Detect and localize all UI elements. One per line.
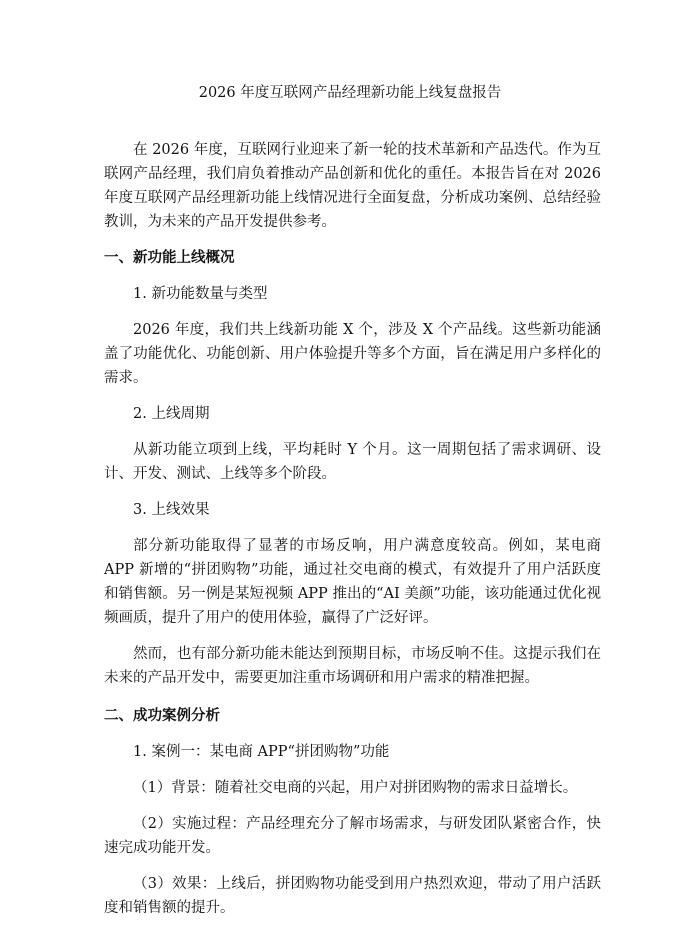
paragraph-feature-count: 2026 年度，我们共上线新功能 X 个，涉及 X 个产品线。这些新功能涵盖了功能优化、功能创新、用户体验提升等多个方面，旨在满足用户多样化的需求。: [104, 322, 601, 386]
section-heading-success-cases: 二、成功案例分析: [104, 708, 220, 724]
paragraph-case-one-effect: （3）效果：上线后，拼团购物功能受到用户热烈欢迎，带动了用户活跃度和销售额的提升。: [104, 876, 601, 916]
paragraph-case-one-process: （2）实施过程：产品经理充分了解市场需求，与研发团队紧密合作，快速完成功能开发。: [104, 816, 601, 856]
intro-paragraph: 在 2026 年度，互联网行业迎来了新一轮的技术革新和产品迭代。作为互联网产品经理，我们肩负着推动产品创新和优化的重任。本报告旨在对 2026 年度互联网产品经理新功能上线情况进行全面复盘，分析成功案例、总结经验教训，为未来的产品开发提供参考。: [104, 142, 601, 230]
subheading-feature-count: 1. 新功能数量与类型: [133, 286, 268, 302]
section-heading-overview: 一、新功能上线概况: [104, 250, 235, 266]
paragraph-case-one-background: （1）背景：随着社交电商的兴起，用户对拼团购物的需求日益增长。: [133, 780, 578, 796]
subheading-launch-cycle: 2. 上线周期: [133, 406, 210, 422]
paragraph-launch-effect-2: 然而，也有部分新功能未能达到预期目标，市场反响不佳。这提示我们在未来的产品开发中，需要更加注重市场调研和用户需求的精准把握。: [104, 646, 601, 686]
subheading-case-one: 1. 案例一：某电商 APP“拼团购物”功能: [133, 744, 390, 760]
subheading-launch-effect: 3. 上线效果: [133, 502, 210, 518]
document-title: 2026 年度互联网产品经理新功能上线复盘报告: [198, 85, 502, 101]
paragraph-launch-effect-1: 部分新功能取得了显著的市场反响，用户满意度较高。例如，某电商 APP 新增的“拼团购物”功能，通过社交电商的模式，有效提升了用户活跃度和销售额。另一例是某短视频 APP 推出的“AI 美颜”功能，该功能通过优化视频画质，提升了用户的使用体验，赢得了广泛好评。: [104, 538, 601, 626]
document-body: [104, 138, 601, 932]
paragraph-launch-cycle: 从新功能立项到上线，平均耗时 Y 个月。这一周期包括了需求调研、设计、开发、测试、上线等多个阶段。: [104, 442, 601, 482]
